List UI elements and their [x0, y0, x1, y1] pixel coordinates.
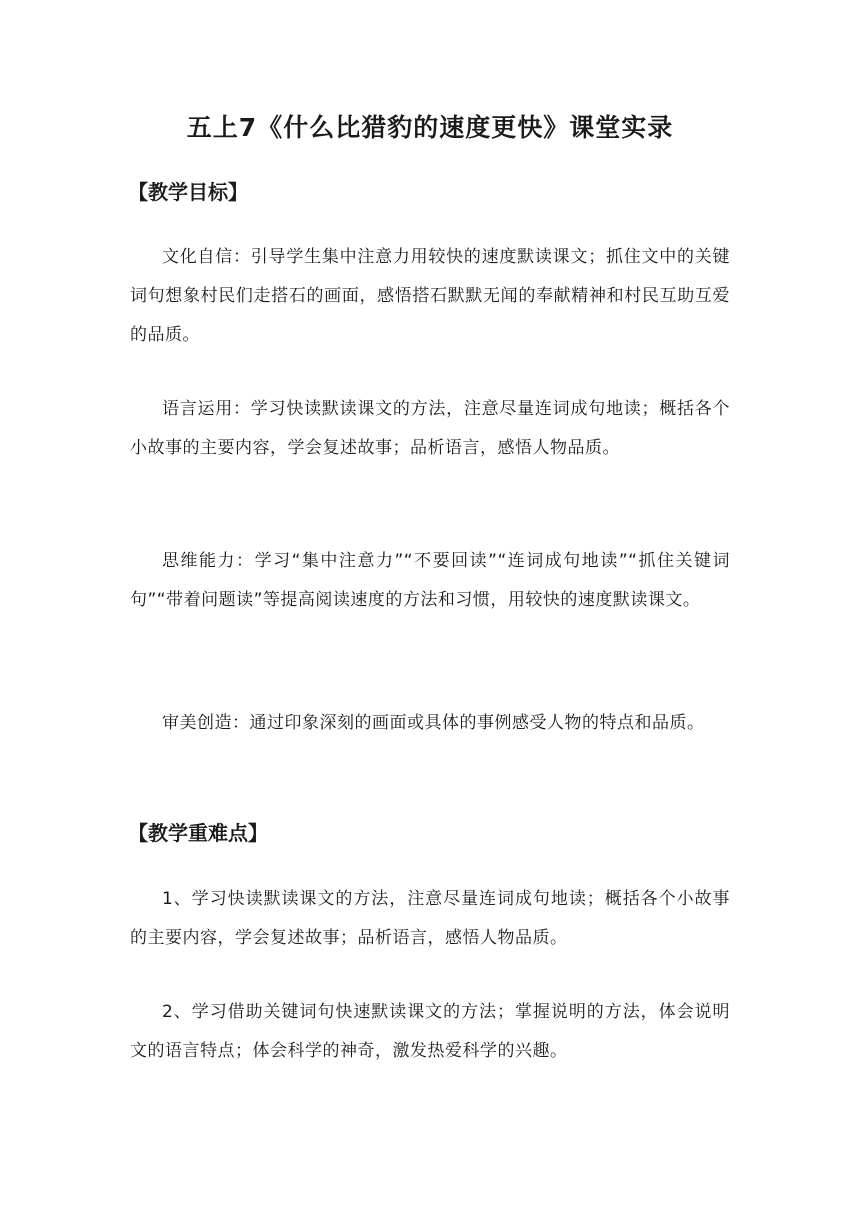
- key-point-paragraph-1: [130, 880, 730, 958]
- objective-paragraph-language: [130, 390, 730, 468]
- objective-paragraph-thinking: [130, 542, 730, 620]
- key-point-number: 2、: [162, 1002, 192, 1022]
- key-point-text: 学习快读默读课文的方法，注意尽量连词成句地读；概括各个小故事的主要内容，学会复述故事；品析语言，感悟人物品质。: [130, 889, 730, 948]
- objective-label: 审美创造：: [162, 713, 250, 733]
- objective-text: 学习快读默读课文的方法，注意尽量连词成句地读；概括各个小故事的主要内容，学会复述故事；品析语言，感悟人物品质。: [130, 399, 731, 458]
- objective-label: 语言运用：: [162, 399, 251, 419]
- objective-text: 通过印象深刻的画面或具体的事例感受人物的特点和品质。: [249, 713, 705, 733]
- objective-text: 引导学生集中注意力用较快的速度默读课文；抓住文中的关键词句想象村民们走搭石的画面，感悟搭石默默无闻的奉献精神和村民互助互爱的品质。: [130, 247, 731, 345]
- section-heading-key-points: 【教学重难点】: [128, 821, 268, 845]
- document-title: 五上7《什么比猎豹的速度更快》课堂实录: [186, 113, 674, 142]
- objective-label: 文化自信：: [162, 247, 251, 267]
- key-point-number: 1、: [162, 889, 192, 909]
- objective-label: 思维能力：: [162, 551, 255, 571]
- objective-paragraph-aesthetic: [130, 704, 730, 743]
- key-point-text: 学习借助关键词句快速默读课文的方法；掌握说明的方法，体会说明文的语言特点；体会科学的神奇，激发热爱科学的兴趣。: [130, 1002, 730, 1061]
- objective-paragraph-culture: [130, 238, 730, 355]
- section-heading-objectives: 【教学目标】: [128, 180, 248, 204]
- objective-text: 学习“集中注意力”“不要回读”“连词成句地读”“抓住关键词句”“带着问题读”等提高阅读速度的方法和习惯，用较快的速度默读课文。: [130, 551, 730, 610]
- key-point-paragraph-2: [130, 993, 730, 1071]
